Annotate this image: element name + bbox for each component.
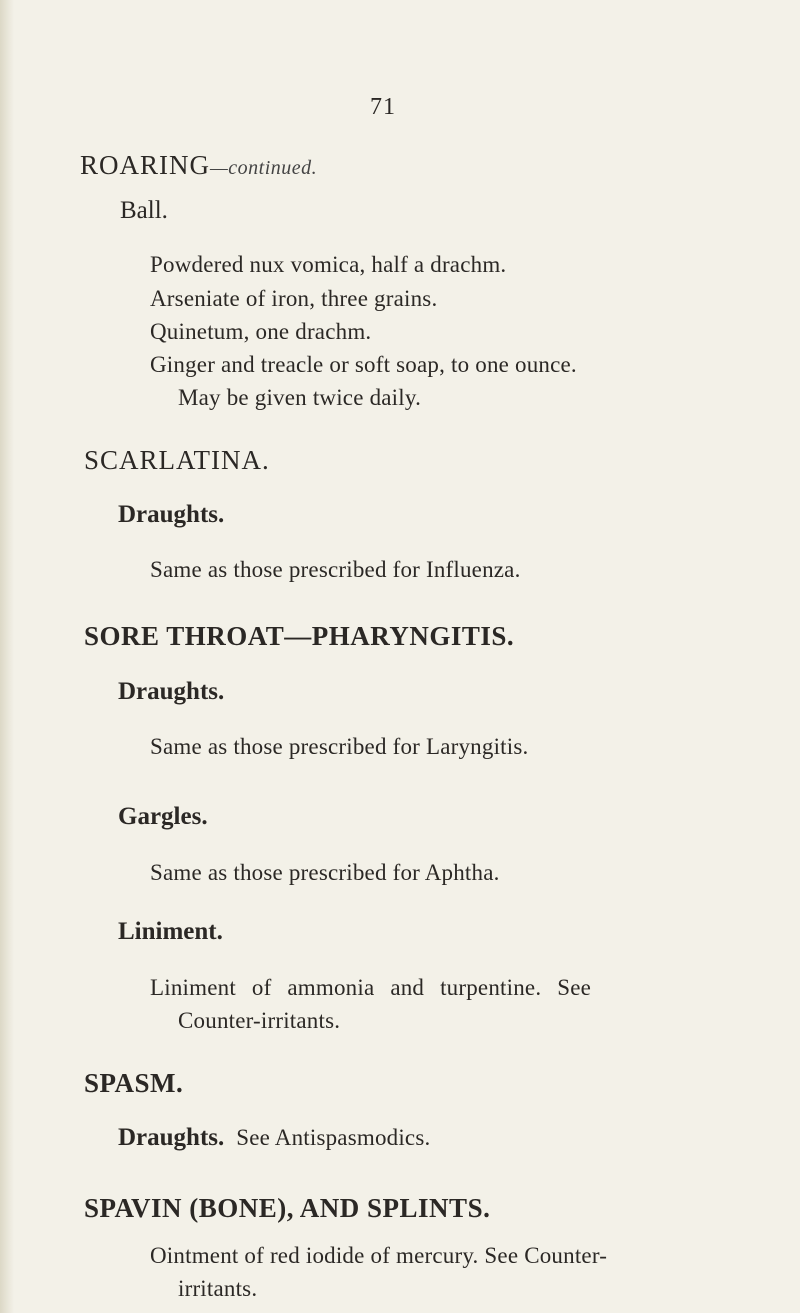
section-heading-spasm: SPASM. <box>84 1068 184 1098</box>
section-heading-sore-throat: SORE THROAT—PHARYNGITIS. <box>84 621 515 651</box>
section-title: ROARING <box>80 150 211 180</box>
body-text: Counter-irritants. <box>178 1008 341 1033</box>
draughts-line <box>118 1124 430 1152</box>
subheading-ball: Ball. <box>120 197 168 224</box>
subheading-draughts: Draughts. <box>118 501 225 528</box>
section-heading-scarlatina: SCARLATINA. <box>84 445 270 475</box>
body-text: irritants. <box>178 1276 258 1301</box>
body-text: See Antispasmodics. <box>236 1125 431 1150</box>
subheading-gargles: Gargles. <box>118 803 208 830</box>
page-edge-shadow <box>0 0 14 1313</box>
section-heading-spavin: SPAVIN (BONE), AND SPLINTS. <box>84 1193 491 1223</box>
section-heading-roaring <box>80 150 317 181</box>
subheading-draughts: Draughts. <box>118 1124 225 1151</box>
subheading-liniment: Liniment. <box>118 918 223 945</box>
recipe-line: Quinetum, one drachm. <box>150 319 372 344</box>
body-text: Same as those prescribed for Aphtha. <box>150 860 500 885</box>
body-text: Same as those prescribed for Laryngitis. <box>150 734 529 759</box>
continued-note: —continued. <box>210 157 318 179</box>
recipe-note: May be given twice daily. <box>178 385 422 410</box>
body-text: Same as those prescribed for Influenza. <box>150 557 521 582</box>
page-number: 71 <box>370 94 396 120</box>
recipe-line: Powdered nux vomica, half a drachm. <box>150 252 507 277</box>
recipe-line: Arseniate of iron, three grains. <box>150 286 438 311</box>
body-text: Ointment of red iodide of mercury. See Counter- <box>150 1243 608 1268</box>
body-text: Liniment of ammonia and turpentine. See <box>150 975 592 1000</box>
recipe-line: Ginger and treacle or soft soap, to one ounce. <box>150 352 577 377</box>
subheading-draughts: Draughts. <box>118 678 225 705</box>
